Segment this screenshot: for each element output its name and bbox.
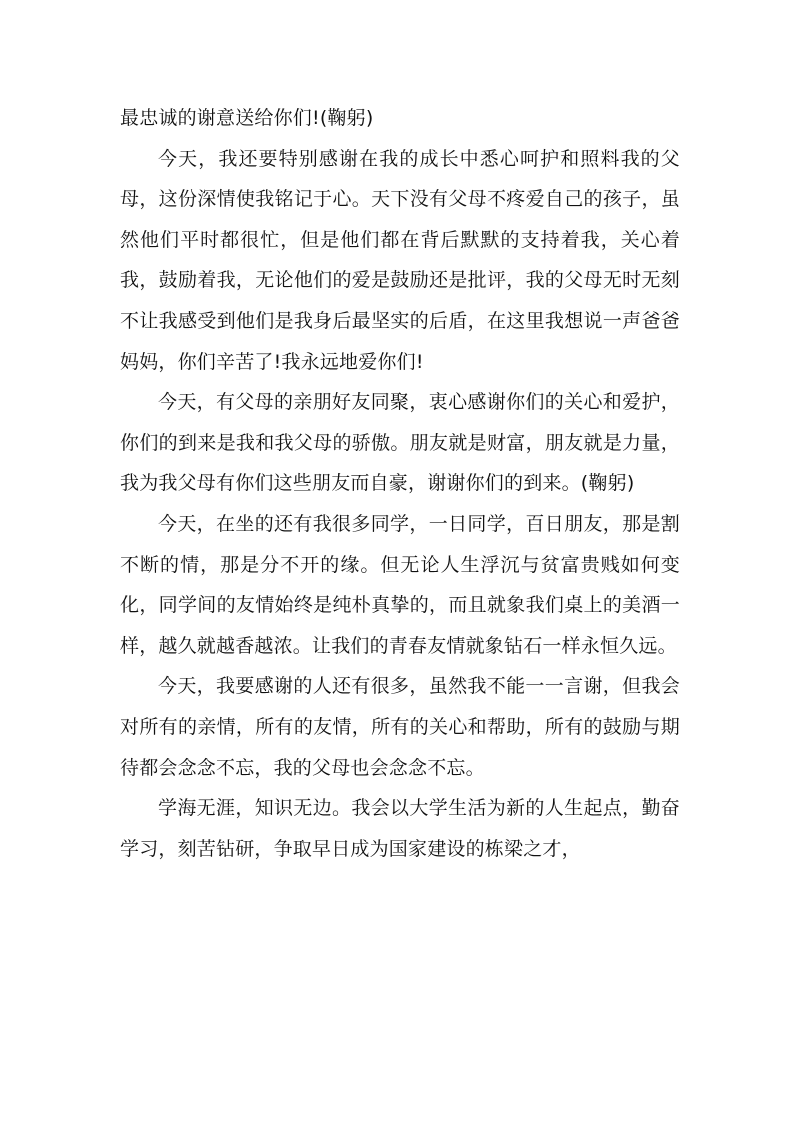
paragraph-5: 今天，我要感谢的人还有很多，虽然我不能一一言谢，但我会对所有的亲情，所有的友情，所有的关心和帮助，所有的鼓励与期待都会念念不忘，我的父母也会念念不忘。 — [120, 675, 680, 779]
paragraph-2: 今天，我还要特别感谢在我的成长中悉心呵护和照料我的父母，这份深情使我铭记于心。天下没有父母不疼爱自己的孩子，虽然他们平时都很忙，但是他们都在背后默默的支持着我，关心着我，鼓励着我，无论他们的爱是鼓励还是批评，我的父母无时无刻不让我感受到他们是我身后最坚实的后盾，在这里我想说一声爸爸妈妈，你们辛苦了!我永远地爱你们! — [120, 147, 680, 373]
document-body — [120, 98, 680, 869]
paragraph-1: 最忠诚的谢意送给你们!(鞠躬) — [120, 107, 374, 129]
paragraph-4: 今天，在坐的还有我很多同学，一日同学，百日朋友，那是割不断的情，那是分不开的缘。但无论人生浮沉与贫富贵贱如何变化，同学间的友情始终是纯朴真挚的，而且就象我们桌上的美酒一样，越久就越香越浓。让我们的青春友情就象钻石一样永恒久远。 — [120, 512, 680, 657]
paragraph-3: 今天，有父母的亲朋好友同聚，衷心感谢你们的关心和爱护，你们的到来是我和我父母的骄傲。朋友就是财富，朋友就是力量，我为我父母有你们这些朋友而自豪，谢谢你们的到来。(鞠躬) — [120, 391, 680, 495]
paragraph-6: 学海无涯，知识无边。我会以大学生活为新的人生起点，勤奋学习，刻苦钻研，争取早日成为国家建设的栋梁之才， — [120, 797, 680, 860]
